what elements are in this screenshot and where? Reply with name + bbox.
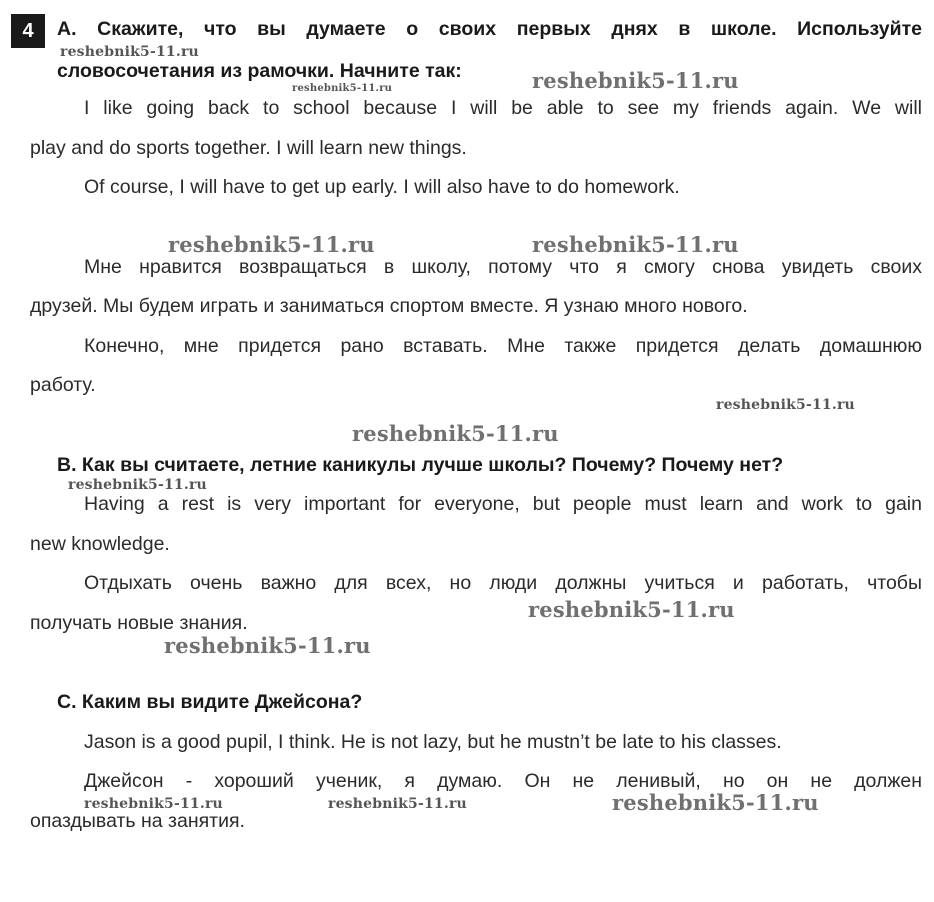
exercise-number-badge: 4 xyxy=(11,14,45,48)
watermark: reshebnik5-11.ru xyxy=(168,232,375,257)
section-a-english-p1-line2: play and do sports together. I will learn new things. xyxy=(30,137,467,159)
section-c-russian-line1: Джейсон - хороший ученик, я думаю. Он не ленивый, но он не должен xyxy=(84,770,922,792)
watermark: reshebnik5-11.ru xyxy=(716,397,855,413)
section-b-english-line2: new knowledge. xyxy=(30,533,170,555)
section-b-russian-line2: получать новые знания. xyxy=(30,612,248,634)
watermark: reshebnik5-11.ru xyxy=(352,421,559,446)
watermark: reshebnik5-11.ru xyxy=(84,796,223,812)
watermark: reshebnik5-11.ru xyxy=(328,796,467,812)
section-a-heading-line2: словосочетания из рамочки. Начните так: xyxy=(57,60,462,82)
watermark: reshebnik5-11.ru xyxy=(532,232,739,257)
section-a-russian-p2-line2: работу. xyxy=(30,374,96,396)
watermark: reshebnik5-11.ru xyxy=(528,597,735,622)
section-b-english-line1: Having a rest is very important for everyone, but people must learn and work to gain xyxy=(84,493,922,515)
watermark: reshebnik5-11.ru xyxy=(164,633,371,658)
section-c-russian-line2: опаздывать на занятия. xyxy=(30,810,245,832)
section-a-heading-line1: A. Скажите, что вы думаете о своих первых днях в школе. Используйте xyxy=(57,18,922,40)
section-a-english-p2: Of course, I will have to get up early. I will also have to do homework. xyxy=(84,176,680,198)
section-c-english-line1: Jason is a good pupil, I think. He is not lazy, but he mustn’t be late to his classes. xyxy=(84,731,782,753)
watermark: reshebnik5-11.ru xyxy=(612,790,819,815)
section-b-heading: B. Как вы считаете, летние каникулы лучше школы? Почему? Почему нет? xyxy=(57,454,784,476)
section-a-russian-p2-line1: Конечно, мне придется рано вставать. Мне также придется делать домашнюю xyxy=(84,335,922,357)
section-a-russian-p1-line2: друзей. Мы будем играть и заниматься спортом вместе. Я узнаю много нового. xyxy=(30,295,748,317)
watermark: reshebnik5-11.ru xyxy=(68,477,207,493)
section-b-russian-line1: Отдыхать очень важно для всех, но люди должны учиться и работать, чтобы xyxy=(84,572,922,594)
watermark: reshebnik5-11.ru xyxy=(532,68,739,93)
watermark: reshebnik5-11.ru xyxy=(292,83,393,94)
watermark: reshebnik5-11.ru xyxy=(60,44,199,60)
section-c-heading: C. Каким вы видите Джейсона? xyxy=(57,691,363,713)
section-a-english-p1-line1: I like going back to school because I will be able to see my friends again. We will xyxy=(84,97,922,119)
section-a-russian-p1-line1: Мне нравится возвращаться в школу, потому что я смогу снова увидеть своих xyxy=(84,256,922,278)
